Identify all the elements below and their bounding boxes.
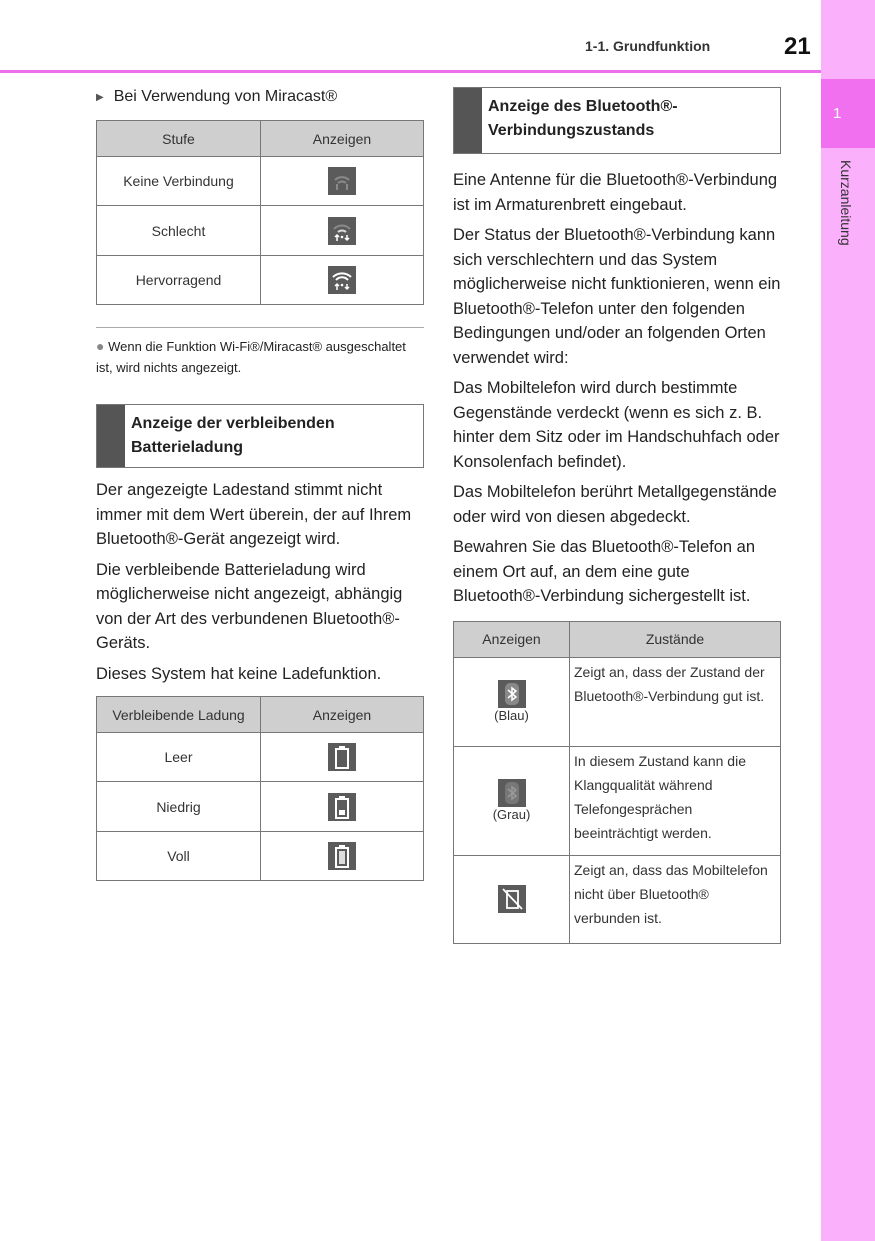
- level-label: Hervorragend: [97, 256, 261, 305]
- paragraph: Eine Antenne für die Bluetooth®-Verbindung ist im Armaturenbrett eingebaut.: [453, 171, 778, 214]
- page-number: 21: [784, 33, 811, 60]
- note-text: Wenn die Funktion Wi-Fi®/Miracast® ausgeschaltet ist, wird nichts angezeigt.: [96, 339, 406, 375]
- table-row: [454, 657, 781, 746]
- battery-low-icon: [328, 793, 356, 821]
- bluetooth-grey-icon: [498, 779, 526, 807]
- paragraph: Die verbleibende Batterieladung wird möglicherweise nicht angezeigt, abhängig von der Art des verbundenen Bluetooth®-Geräts.: [96, 560, 403, 652]
- state-text: In diesem Zustand kann die Klangqualität während Telefongesprächen beeinträchtigt werden.: [570, 746, 781, 855]
- paragraph: Bewahren Sie das Bluetooth®-Telefon an einem Ort auf, an dem eine gute Bluetooth®-Verbindung sichergestellt ist.: [453, 538, 756, 605]
- battery-empty-icon: [328, 743, 356, 771]
- wifi-excellent-icon: [328, 266, 356, 294]
- level-label: Keine Verbindung: [97, 157, 261, 206]
- table-row: [97, 832, 424, 881]
- chapter-label: Kurzanleitung: [838, 160, 854, 246]
- icon-caption: (Blau): [494, 708, 529, 723]
- table-row: [97, 733, 424, 782]
- chapter-tab[interactable]: 1: [821, 79, 875, 148]
- wifi-signal-table: [96, 120, 424, 305]
- bluetooth-blue-icon: [498, 680, 526, 708]
- wifi-weak-icon: [328, 217, 356, 245]
- heading-bar: [97, 405, 125, 467]
- icon-caption: (Grau): [492, 807, 531, 822]
- heading-bar: [454, 88, 482, 153]
- bullet-dot-icon: ●: [96, 338, 105, 354]
- wifi-none-icon: [328, 167, 356, 195]
- col-header: Stufe: [97, 121, 261, 157]
- paragraph: Das Mobiltelefon wird durch bestimmte Gegenstände verdeckt (wenn es sich z. B. hinter dem Sitz oder im Handschuhfach oder Konsolenfach befindet).: [453, 379, 780, 471]
- phone-disconnected-icon: [498, 885, 526, 913]
- col-header: Anzeigen: [454, 621, 570, 657]
- table-row: [97, 157, 424, 206]
- table-row: [97, 256, 424, 305]
- col-header: Anzeigen: [261, 121, 424, 157]
- charge-label: Leer: [97, 733, 261, 782]
- col-header: Zustände: [570, 621, 781, 657]
- header-rule: [0, 70, 821, 73]
- paragraph: Der angezeigte Ladestand stimmt nicht immer mit dem Wert überein, der auf Ihrem Bluetooth®-Gerät angezeigt wird.: [96, 481, 412, 548]
- paragraph: Der Status der Bluetooth®-Verbindung kann sich verschlechtern und das System möglicherweise nicht funktionieren, wenn ein Bluetooth®-Telefon unter den folgenden Bedingungen und/oder an folgenden Orten verwendet wird:: [453, 226, 781, 367]
- table-row: [454, 855, 781, 943]
- battery-paragraphs: [96, 478, 424, 686]
- table-row: [454, 746, 781, 855]
- right-column: [453, 87, 781, 944]
- triangle-icon: ▶: [96, 91, 104, 103]
- level-label: Schlecht: [97, 206, 261, 256]
- section-title: 1-1. Grundfunktion: [585, 38, 711, 54]
- charge-label: Niedrig: [97, 782, 261, 832]
- battery-table: [96, 696, 424, 881]
- heading-text: Anzeige des Bluetooth®-Verbindungszustands: [488, 98, 678, 139]
- miracast-heading-text: Bei Verwendung von Miracast®: [113, 88, 338, 105]
- battery-heading: [96, 404, 424, 468]
- state-text: Zeigt an, dass das Mobiltelefon nicht über Bluetooth® verbunden ist.: [570, 855, 781, 943]
- bluetooth-status-table: [453, 621, 781, 944]
- col-header: Verbleibende Ladung: [97, 697, 261, 733]
- note: [96, 327, 424, 378]
- battery-full-icon: [328, 842, 356, 870]
- bluetooth-heading: [453, 87, 781, 154]
- paragraph: Das Mobiltelefon berührt Metallgegenstände oder wird von diesen abgedeckt.: [453, 483, 777, 526]
- bluetooth-paragraphs: [453, 168, 781, 609]
- state-text: Zeigt an, dass der Zustand der Bluetooth®-Verbindung gut ist.: [570, 657, 781, 746]
- miracast-heading: [96, 88, 424, 106]
- heading-text: Anzeige der verbleibenden Batterieladung: [131, 415, 335, 456]
- table-row: [97, 206, 424, 256]
- left-column: [96, 88, 424, 881]
- col-header: Anzeigen: [261, 697, 424, 733]
- table-row: [97, 782, 424, 832]
- charge-label: Voll: [97, 832, 261, 881]
- paragraph: Dieses System hat keine Ladefunktion.: [96, 664, 382, 683]
